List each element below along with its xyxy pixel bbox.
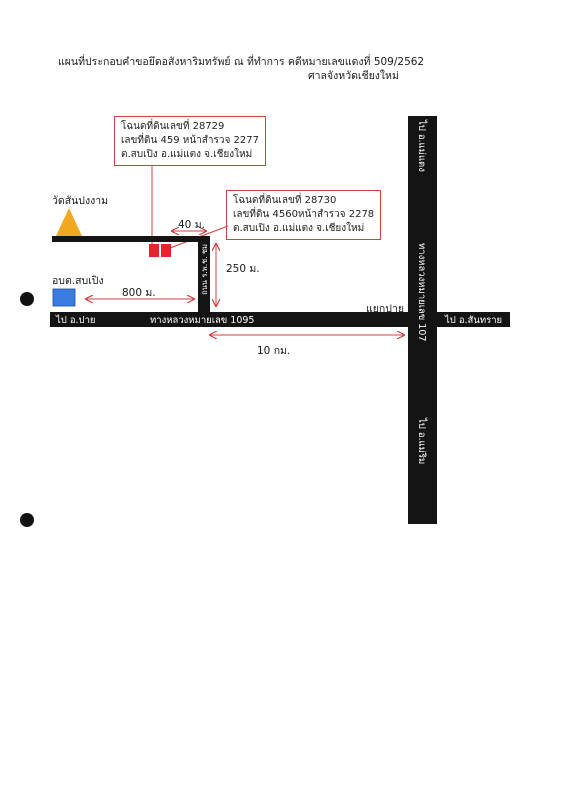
deed-number: โฉนดที่ดินเลขที่ 28730 bbox=[233, 195, 337, 206]
temple-road bbox=[52, 236, 208, 242]
distance-10km: 10 กม. bbox=[257, 345, 291, 357]
highway-107-label: ทางหลวงหมายเลข 107 bbox=[416, 243, 427, 342]
highway-1095-label: ทางหลวงหมายเลข 1095 bbox=[150, 315, 255, 326]
temple-triangle-icon bbox=[56, 208, 82, 236]
deed-number: โฉนดที่ดินเลขที่ 28729 bbox=[121, 121, 225, 132]
deed-location: ต.สบเปิง อ.แม่แตง จ.เชียงใหม่ bbox=[121, 149, 253, 160]
junction-label: แยกปาย bbox=[366, 303, 404, 315]
court-name: ศาลจังหวัดเชียงใหม่ bbox=[308, 70, 399, 82]
distance-250m: 250 ม. bbox=[226, 263, 260, 275]
to-sansai-label: ไป อ.สันทราย bbox=[445, 315, 503, 326]
office-square-icon bbox=[53, 289, 75, 306]
soi-label: ถนน ร.พ.ช. ชม bbox=[200, 244, 209, 295]
distance-40m: 40 ม. bbox=[178, 219, 205, 231]
deed-survey: เลขที่ดิน 459 หน้าสำรวจ 2277 bbox=[121, 135, 259, 146]
map-title: แผนที่ประกอบคำขอยึดอสังหาริมทรัพย์ ณ ที่ทำการ คดีหมายเลขแดงที่ 509/2562 bbox=[58, 56, 425, 68]
temple-label: วัดสันปงงาม bbox=[52, 195, 109, 207]
office-label: อบต.สบเปิง bbox=[52, 275, 104, 287]
deed-location: ต.สบเปิง อ.แม่แตง จ.เชียงใหม่ bbox=[233, 223, 365, 234]
plot-28729-red-square-icon bbox=[149, 244, 159, 257]
to-maerim-label: ไป อ.แม่ริม bbox=[416, 418, 427, 465]
highway-1095 bbox=[50, 312, 510, 327]
to-pai-label: ไป อ.ปาย bbox=[56, 315, 96, 326]
deed-survey: เลขที่ดิน 4560หน้าสำรวจ 2278 bbox=[233, 209, 375, 220]
plot-28730-red-square-icon bbox=[161, 244, 171, 257]
distance-800m: 800 ม. bbox=[122, 287, 156, 299]
to-maetaeng-label: ไป อ.แม่แตง bbox=[416, 120, 427, 172]
